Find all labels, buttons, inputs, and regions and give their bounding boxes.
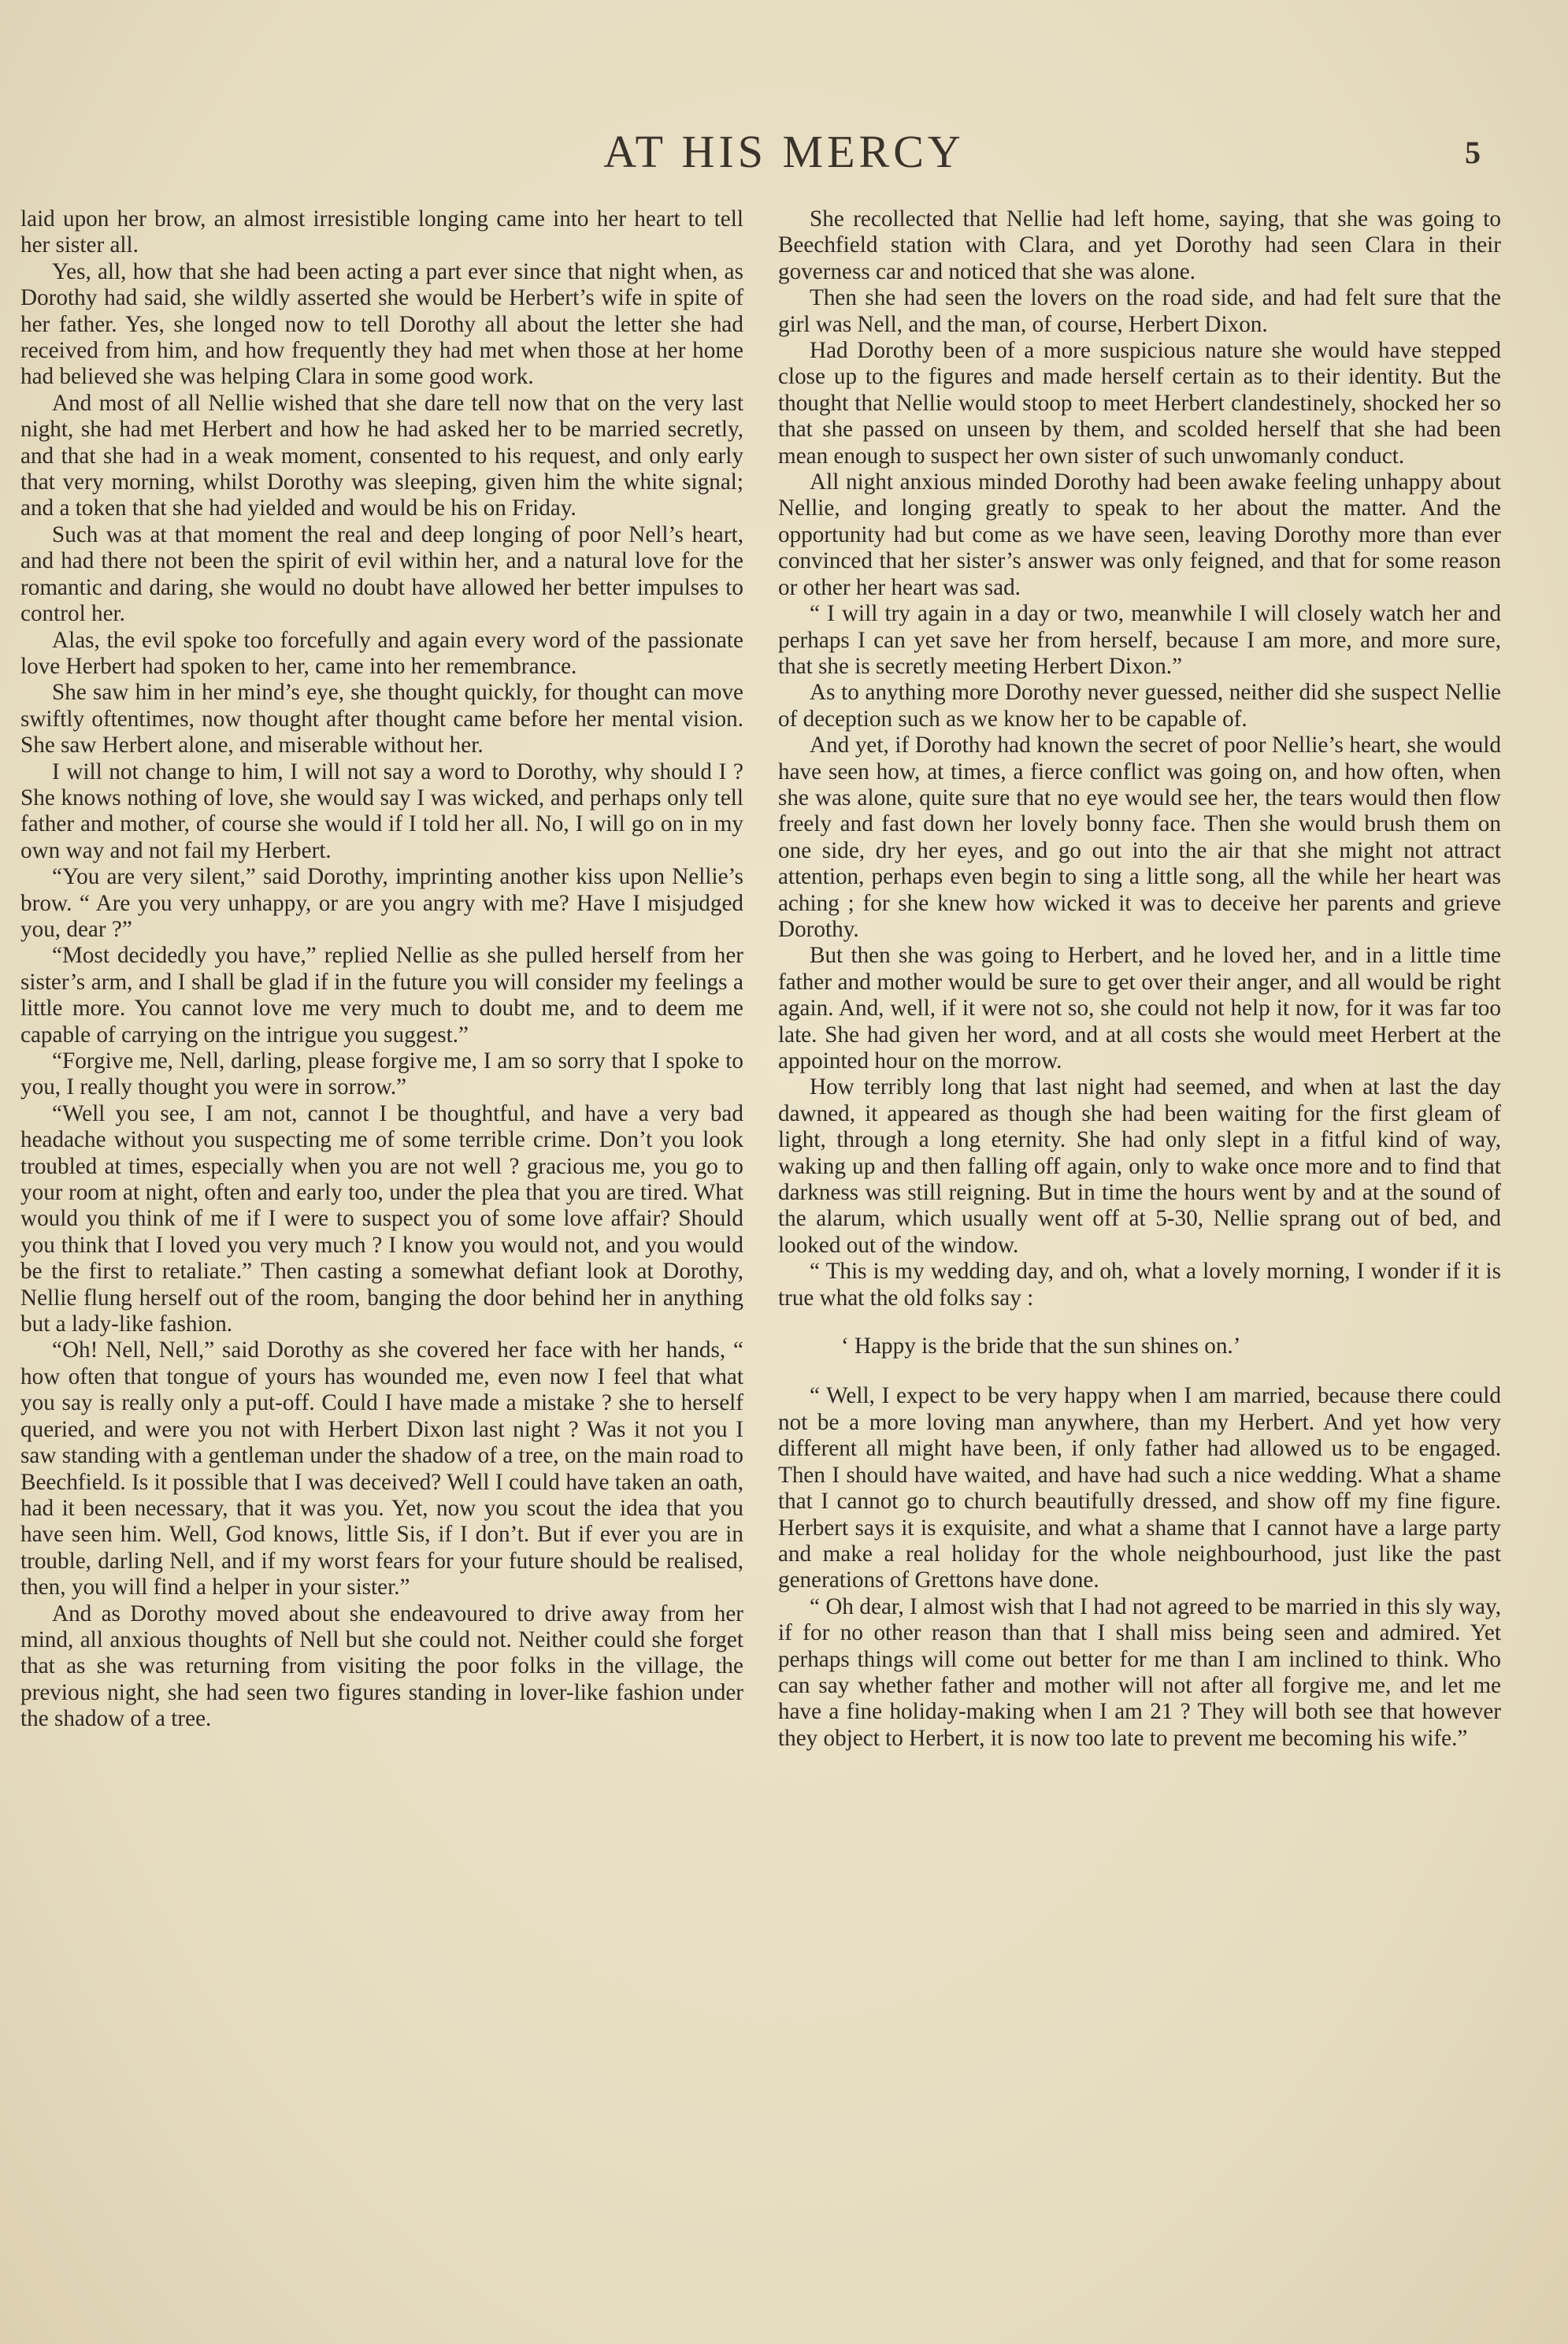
page-number: 5 (1465, 135, 1481, 170)
paragraph: She recollected that Nellie had left home, saying, that she was going to Beechfield station with Clara, and yet Dorothy had seen Clara in their governess car and noticed that she was alone. (778, 206, 1501, 284)
paragraph: I will not change to him, I will not say a word to Dorothy, why should I ? She knows nothing of love, she would say I was wicked, and perhaps only tell father and mother, of course she would if I told her all. No, I will go on in my own way and not fail my Herbert. (20, 758, 743, 863)
paragraph: Alas, the evil spoke too forcefully and again every word of the passionate love Herbert had spoken to her, came into her remembrance. (20, 627, 743, 679)
paragraph: Yes, all, how that she had been acting a part ever since that night when, as Dorothy had said, she wildly asserted she would be Herbert’s wife in spite of her father. Yes, she longed now to tell Dorothy all about the letter she had received from him, and how frequently they had met when those at her home had believed she was helping Clara in some good work. (20, 258, 743, 390)
paragraph: “ I will try again in a day or two, meanwhile I will closely watch her and perhaps I can yet save her from herself, because I am more, and more sure, that she is secretly meeting Herbert Dixon.” (778, 601, 1501, 679)
paragraph: “Oh! Nell, Nell,” said Dorothy as she covered her face with her hands, “ how often that tongue of yours has wounded me, even now I feel that what you say is really only a put-off. Could I have made a mistake ? she to herself queried, and were you not with Herbert Dixon last night ? Was it not you I saw standing with a gentleman under the shadow of a tree, on the main road to Beechfield. Is it possible that I was deceived? Well I could have taken an oath, had it been necessary, that it was you. Yet, now you scout the idea that you have seen him. Well, God knows, little Sis, if I don’t. But if ever you are in trouble, darling Nell, and if my worst fears for your future should be realised, then, you will find a helper in your sister.” (20, 1337, 743, 1600)
verse-line: ‘ Happy is the bride that the sun shines on.’ (841, 1333, 1241, 1359)
paragraph: “ Oh dear, I almost wish that I had not agreed to be married in this sly way, if for no other reason than that I shall miss being seen and admired. Yet perhaps things will come out better for me than I am inclined to think. Who can say whether father and mother will not after all forgive me, and let me have a fine holiday-making when I am 21 ? They will both see that however they object to Herbert, it is now too late to prevent me becoming his wife.” (778, 1593, 1501, 1751)
paragraph: But then she was going to Herbert, and he loved her, and in a little time father and mother would be sure to get over their anger, and all would be right again. And, well, if it were not so, she could not help it now, for it was far too late. She had given her word, and at all costs she would meet Herbert at the appointed hour on the morrow. (778, 943, 1501, 1074)
paragraph: “ This is my wedding day, and oh, what a lovely morning, I wonder if it is true what the old folks say : (778, 1259, 1501, 1311)
paragraph: “ Well, I expect to be very happy when I am married, because there could not be a more loving man anywhere, than my Herbert. And yet how very different all might have been, if only father had allowed us to be engaged. Then I should have waited, and have had such a nice wedding. What a shame that I cannot go to church beautifully dressed, and show off my fine figure. Herbert says it is exquisite, and what a shame that I cannot have a large party and make a real holiday for the whole neighbourhood, just like the past generations of Grettons have done. (778, 1383, 1501, 1593)
paragraph: How terribly long that last night had seemed, and when at last the day dawned, it appeared as though she had been waiting for the first gleam of light, through a long eternity. She had only slept in a fitful kind of way, waking up and then falling off again, only to wake once more and to find that darkness was still reigning. But in time the hours went by and at the sound of the alarum, which usually went off at 5-30, Nellie sprang out of bed, and looked out of the window. (778, 1074, 1501, 1258)
paragraph: laid upon her brow, an almost irresistible longing came into her heart to tell her sister all. (20, 206, 743, 258)
running-title: AT HIS MERCY (603, 126, 965, 177)
paragraph: And yet, if Dorothy had known the secret of poor Nellie’s heart, she would have seen how, at times, a fierce conflict was going on, and how often, when she was alone, quite sure that no eye would see her, the tears would then flow freely and fast down her lovely bonny face. Then she would brush them on one side, dry her eyes, and go out into the air that she might not attract attention, perhaps even begin to sing a little song, all the while her heart was aching ; for she knew how wicked it was to deceive her parents and grieve Dorothy. (778, 732, 1501, 942)
paragraph: Had Dorothy been of a more suspicious nature she would have stepped close up to the figures and made herself certain as to their identity. But the thought that Nellie would stoop to meet Herbert clandestinely, shocked her so that she passed on unseen by them, and scolded herself that she had been mean enough to suspect her own sister of such unwomanly conduct. (778, 338, 1501, 469)
right-column (778, 206, 1501, 2325)
paragraph: Then she had seen the lovers on the road side, and had felt sure that the girl was Nell, and the man, of course, Herbert Dixon. (778, 285, 1501, 337)
paragraph: “Forgive me, Nell, darling, please forgive me, I am so sorry that I spoke to you, I really thought you were in sorrow.” (20, 1048, 743, 1100)
page-header (0, 124, 1568, 180)
paragraph: She saw him in her mind’s eye, she thought quickly, for thought can move swiftly oftentimes, now thought after thought came before her mental vision. She saw Herbert alone, and miserable without her. (20, 680, 743, 758)
paragraph: As to anything more Dorothy never guessed, neither did she suspect Nellie of deception such as we know her to be capable of. (778, 680, 1501, 732)
left-column (20, 206, 743, 2325)
paragraph: Such was at that moment the real and deep longing of poor Nell’s heart, and had there not been the spirit of evil within her, and a natural love for the romantic and daring, she would no doubt have allowed her better impulses to control her. (20, 521, 743, 627)
paragraph: And most of all Nellie wished that she dare tell now that on the very last night, she had met Herbert and how he had asked her to be married secretly, and that she had in a weak moment, consented to his request, and only early that very morning, whilst Dorothy was sleeping, given him the white signal; and a token that she had yielded and would be his on Friday. (20, 390, 743, 521)
paragraph: “Most decidedly you have,” replied Nellie as she pulled herself from her sister’s arm, and I shall be glad if in the future you will consider my feelings a little more. You cannot love me very much to doubt me, and to deem me capable of carrying on the intrigue you suggest.” (20, 943, 743, 1048)
paragraph: “Well you see, I am not, cannot I be thoughtful, and have a very bad headache without you suspecting me of some terrible crime. Don’t you look troubled at times, especially when you are not well ? gracious me, you go to your room at night, often and early too, under the plea that you are tired. What would you think of me if I were to suspect you of some love affair? Should you think that I loved you very much ? I know you would not, and you would be the first to retaliate.” Then casting a somewhat defiant look at Dorothy, Nellie flung herself out of the room, banging the door behind her in anything but a lady-like fashion. (20, 1100, 743, 1337)
paragraph: “You are very silent,” said Dorothy, imprinting another kiss upon Nellie’s brow. “ Are you very unhappy, or are you angry with me? Have I misjudged you, dear ?” (20, 864, 743, 942)
paragraph: And as Dorothy moved about she endeavoured to drive away from her mind, all anxious thoughts of Nell but she could not. Neither could she forget that as she was returning from visiting the poor folks in the village, the previous night, she had seen two figures standing in lover-like fashion under the shadow of a tree. (20, 1600, 743, 1732)
paragraph: All night anxious minded Dorothy had been awake feeling unhappy about Nellie, and longing greatly to speak to her about the matter. And the opportunity had but come as we have seen, leaving Dorothy more than ever convinced that her sister’s answer was only feigned, and that for some reason or other her heart was sad. (778, 469, 1501, 600)
